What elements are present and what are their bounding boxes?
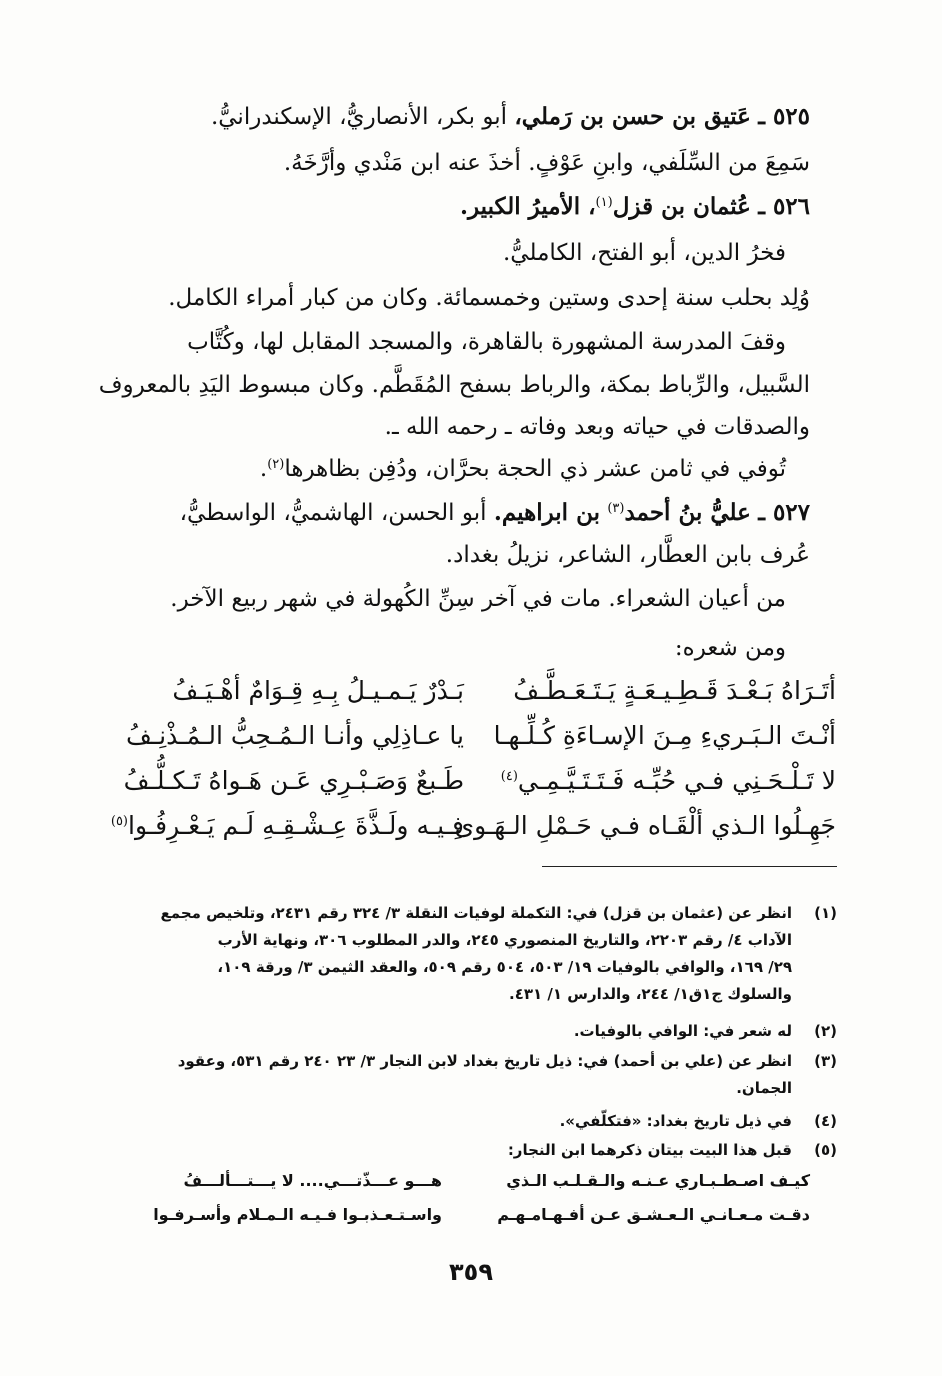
- entry-number: ٥٢٧ ـ: [758, 499, 810, 526]
- footnote-line: في ذيل تاريخ بغداد: «فتكلّفي».: [559, 1112, 792, 1130]
- footnote-line: انظر عن (علي بن أحمد) في: ذيل تاريخ بغداد لابن النجار ٣/ ٢٣ ٢٤٠ رقم ٥٣١، وعقود: [177, 1052, 792, 1070]
- poem-hemistich-right: [501, 765, 836, 797]
- entry-527-text: ومن شعره:: [674, 635, 786, 661]
- poem-hemistich-left: يا عـاذِلِي وأنـا الـمُـحِبُّ الـمُـذْنِـفُ: [125, 721, 464, 750]
- poem-hemistich-left: [111, 810, 464, 842]
- entry-name: عُثمان بن قزل: [612, 193, 751, 220]
- footnote-number: (٤): [814, 1112, 837, 1130]
- poem-hemistich-left: طَـبعٌ وَصَـبْـرِي عَـن هَـواهُ تَـكـلُّـفُ: [123, 766, 464, 795]
- entry-526-text: وُلِد بحلب سنة إحدى وستين وخمسمائة. وكان من كبار أمراء الكامل.: [168, 285, 810, 311]
- footnote-poem-right: دقـت مـعـانـي الـعـشـق عـن أفـهـامـهـم: [497, 1205, 810, 1224]
- entry-name-cont: بن ابراهيم.: [493, 499, 600, 526]
- footnote-poem-left: واسـتـعـذبـوا فـيـه الـمـلام وأسـرفـوا: [153, 1205, 442, 1224]
- entry-527-text: عُرف بابن العطَّار، الشاعر، نزيلُ بغداد.: [445, 542, 810, 568]
- footnote-line: له شعر في: الوافي بالوفيات.: [573, 1022, 792, 1040]
- footnote-line: قبل هذا البيت بيتان ذكرهما ابن النجار:: [507, 1141, 792, 1159]
- footnote-ref: (٣): [607, 501, 625, 516]
- entry-527-heading: [180, 498, 810, 528]
- footnote-line: انظر عن (عثمان بن قزل) في: التكملة لوفيات النقلة ٣/ ٣٢٤ رقم ٢٤٣١، وتلخيص مجمع: [160, 904, 792, 922]
- entry-526-text: والصدقات في حياته وبعد وفاته ـ رحمه الله ـ.: [384, 414, 810, 440]
- footnote-ref: (٤): [500, 769, 518, 784]
- footnote-number: (١): [814, 904, 837, 922]
- poem-hemistich-right: جَهِـلُوا الـذي ألْقَـاه فـي حَـمْلِ الـهَـوى: [454, 811, 836, 840]
- entry-526-text: وقفَ المدرسة المشهورة بالقاهرة، والمسجد المقابل لها، وكُتَّاب: [187, 329, 786, 355]
- footnote-ref: (٢): [267, 457, 285, 472]
- entry-descriptors: أبو الحسن، الهاشميُّ، الواسطيُّ،: [179, 500, 487, 526]
- entry-number: ٥٢٥ ـ: [758, 103, 810, 130]
- footnote-line: الجمان.: [736, 1079, 792, 1097]
- footnote-poem-left: هـــو عـــذّتـــي.... لا يـــتـــألـــفُ: [183, 1171, 442, 1190]
- footnote-ref: (١): [595, 195, 613, 210]
- page-number: ٣٥٩: [449, 1258, 493, 1286]
- poem-hemistich-left: بَـدْرٌ يَـمـيـلُ بِـهِ قِـوَامٌ أهْـيَـفُ: [172, 676, 464, 705]
- entry-number: ٥٢٦ ـ: [758, 193, 810, 220]
- entry-527-text: من أعيان الشعراء. مات في آخر سِنِّ الكُهولة في شهر ربيع الآخر.: [170, 586, 786, 612]
- footnote-number: (٢): [814, 1022, 837, 1040]
- footnote-separator: [542, 866, 837, 867]
- entry-name: عَتيق بن حسن بن رَملي،: [514, 103, 751, 130]
- entry-526-text: فخرُ الدين، أبو الفتح، الكامليُّ.: [502, 240, 786, 266]
- entry-526-text: [260, 454, 786, 484]
- hemistich-text: لا تَـلْـحَـنِي فـي حُبِّـه فَـتَـتَـيَّـمِـي: [517, 766, 836, 795]
- hemistich-text: فِـيـه ولَـذَّةَ عِـشْـقِـهِ لَـم يَـعْـرِفُـوا: [128, 811, 464, 840]
- entry-descriptors: أبو بكر، الأنصاريُّ، الإسكندرانيُّ.: [210, 104, 508, 130]
- footnote-line: ٢٩/ ١٦٩، والوافي بالوفيات ١٩/ ٥٠٣، ٥٠٤ رقم ٥٠٩، والعقد الثيمن ٣/ ورقة ١٠٩،: [217, 958, 792, 976]
- footnote-line: والسلوك ج١ق١/ ٢٤٤، والدارس ١/ ٤٣١.: [509, 985, 792, 1003]
- footnote-line: الآداب ٤/ رقم ٢٢٠٣، والتاريخ المنصوري ٢٤٥، والدر المطلوب ٣٠٦، ونهاية الأرب: [217, 931, 792, 949]
- entry-526-heading: [460, 192, 810, 222]
- poem-hemistich-right: أنْـتَ الـبَـريءِ مِـنَ الإسـاءَةِ كُـلِّـهـا: [493, 721, 836, 750]
- footnote-number: (٥): [814, 1141, 837, 1159]
- footnote-ref: (٥): [110, 814, 128, 829]
- footnote-number: (٣): [814, 1052, 837, 1070]
- footnote-poem-right: كيـف اصـطـبـاري عـنـه والـقـلـب الـذي: [506, 1171, 810, 1190]
- entry-526-text: السَّبيل، والرِّباط بمكة، والرباط بسفح المُقَطَّم. وكان مبسوط اليَدِ بالمعروف: [98, 372, 810, 398]
- poem-hemistich-right: أتَـرَاهُ بَـعْـدَ قَـطِـيـعَـةٍ يَـتَـعَـطَّـفُ: [513, 676, 836, 705]
- entry-name: عليُّ بنُ أحمد: [624, 499, 751, 526]
- entry-title: ، الأميرُ الكبير.: [459, 193, 596, 220]
- entry-525-heading: [211, 102, 810, 132]
- entry-525-text: سَمِعَ من السِّلَفي، وابنِ عَوْفٍ. أخذَ عنه ابن مَنْدي وأرَّخَهُ.: [283, 150, 810, 176]
- sentence: تُوفي في ثامن عشر ذي الحجة بحرَّان، ودُفِن بظاهرها: [284, 456, 786, 482]
- punct: .: [259, 456, 268, 482]
